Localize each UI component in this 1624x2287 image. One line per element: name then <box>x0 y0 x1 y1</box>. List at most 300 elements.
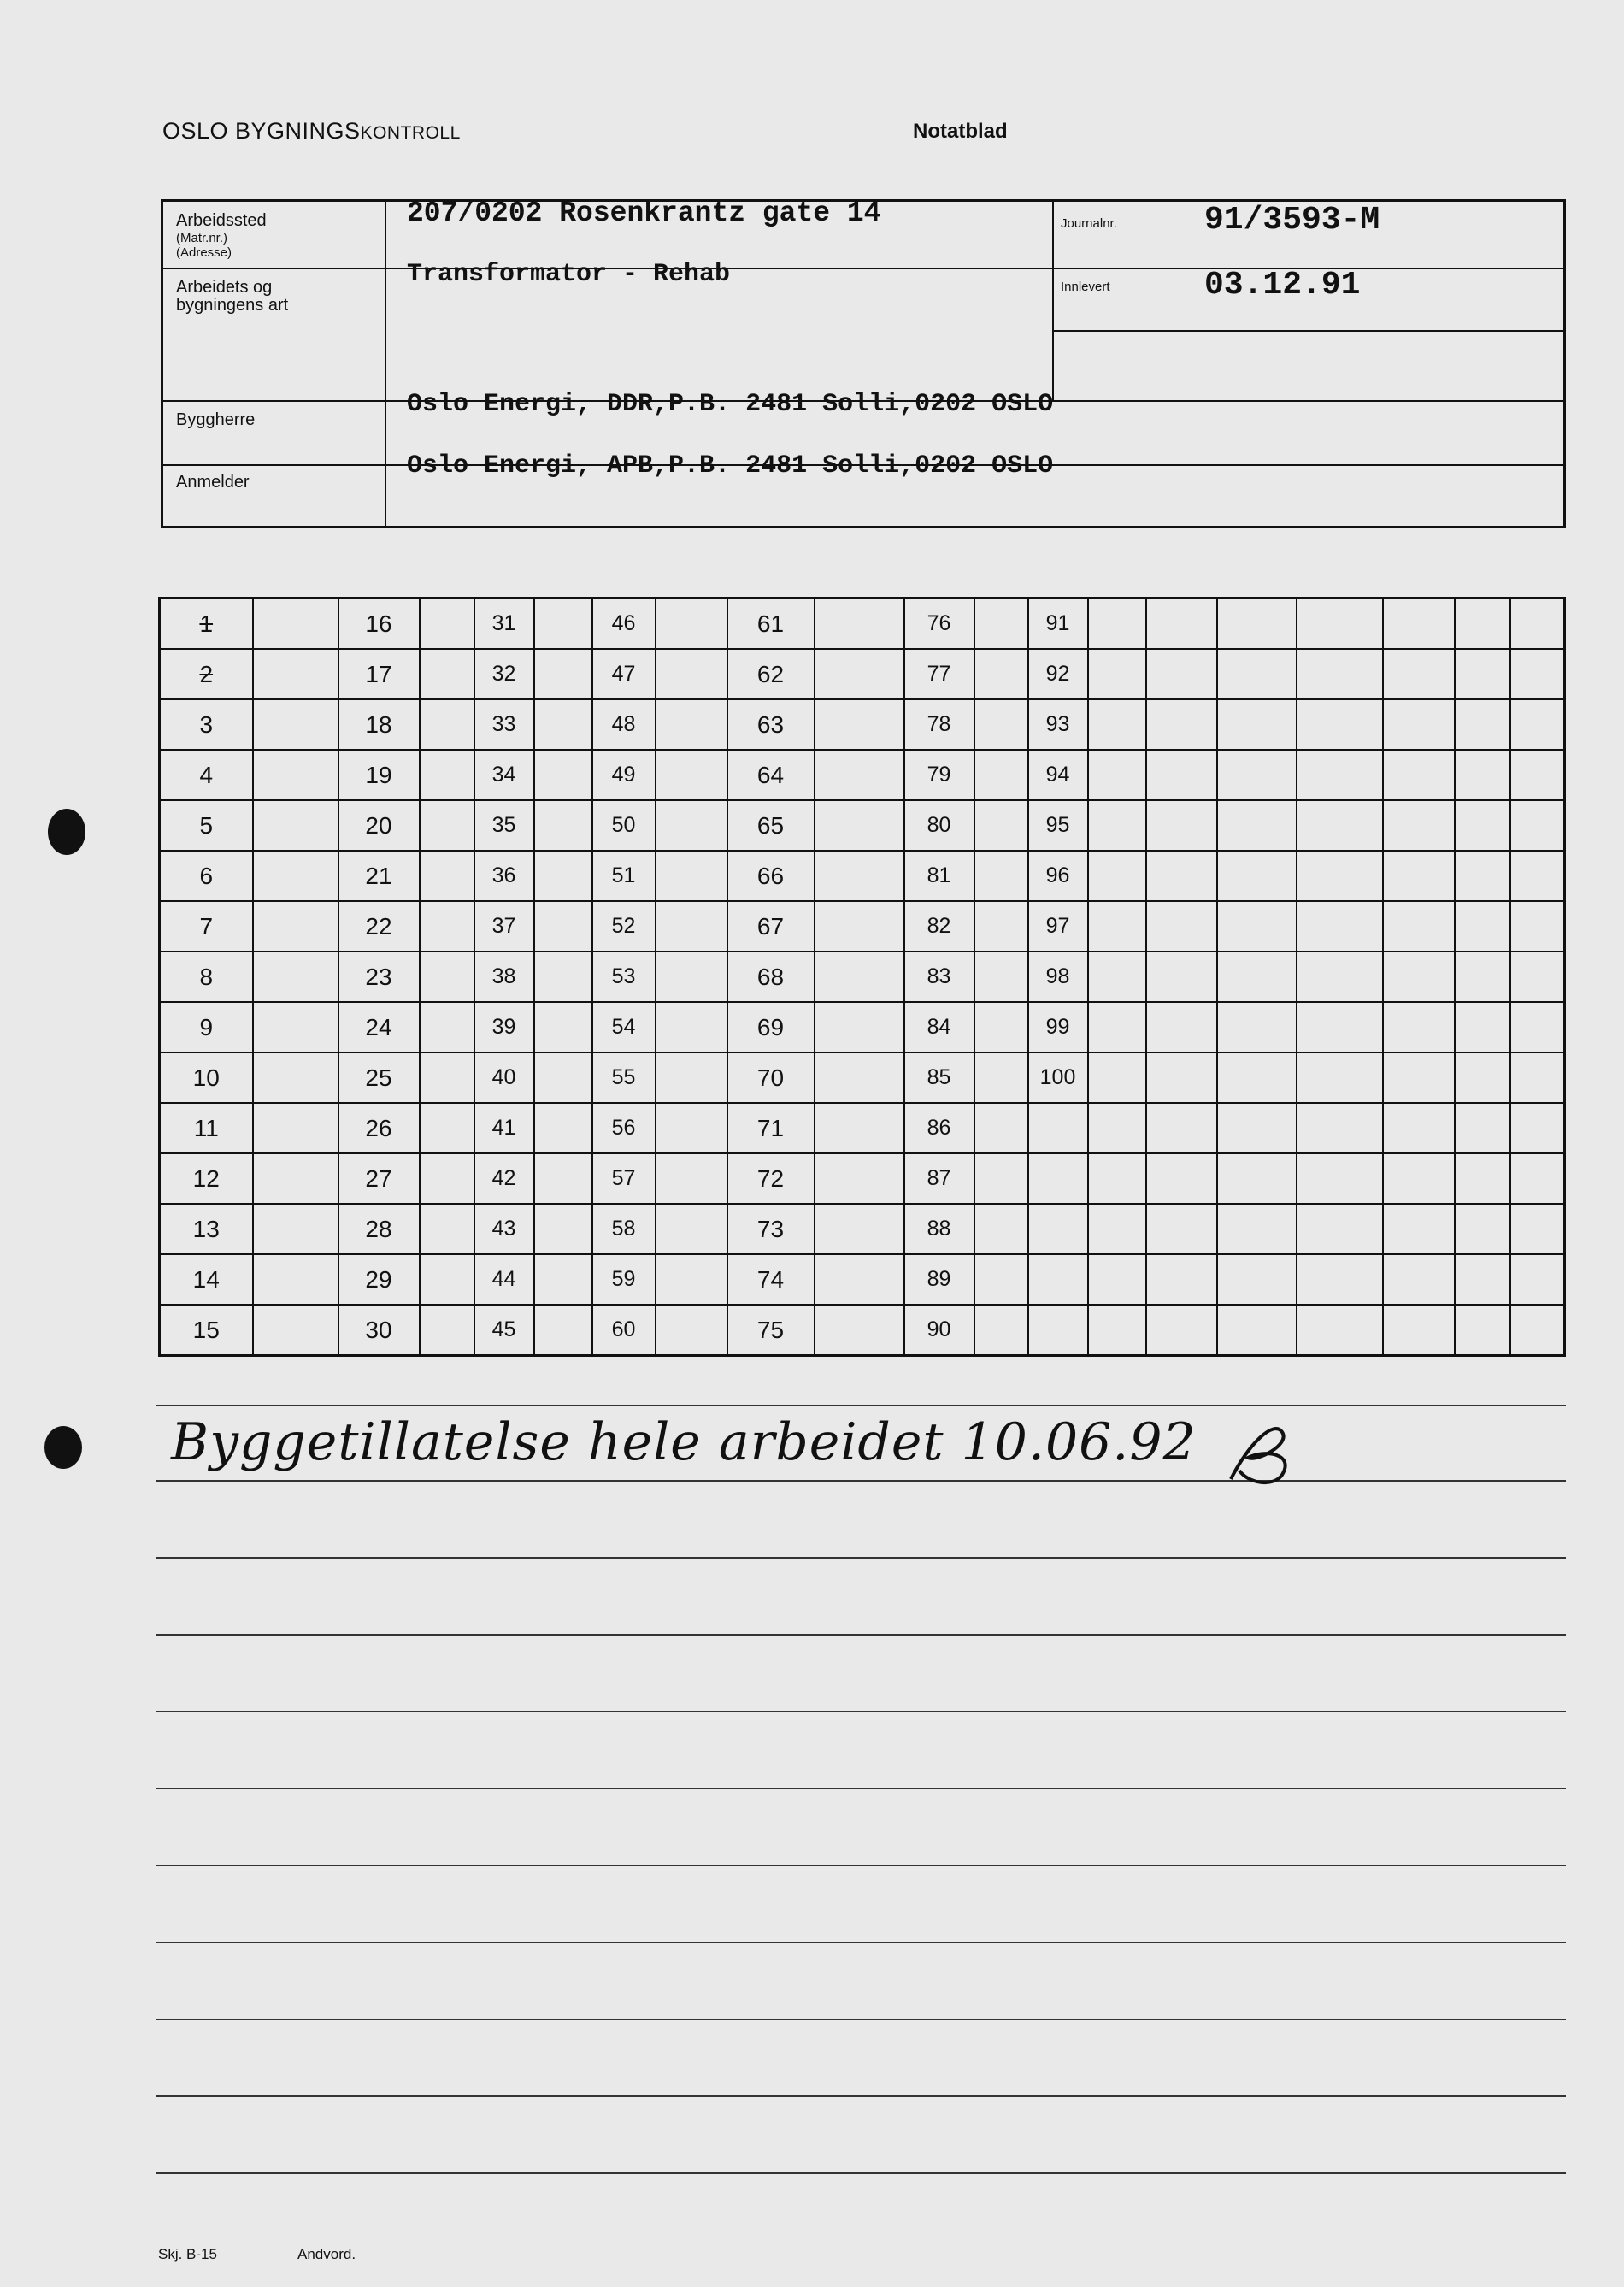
grid-row <box>160 1204 1565 1254</box>
punch-hole <box>44 1426 82 1469</box>
grid-blank-cell <box>1297 901 1383 952</box>
grid-blank-cell <box>1455 699 1510 750</box>
grid-blank-cell <box>1510 1305 1565 1356</box>
grid-blank-cell <box>253 1103 338 1153</box>
grid-blank-cell <box>420 598 474 650</box>
grid-blank-cell <box>1455 1153 1510 1204</box>
grid-blank-cell <box>1217 649 1297 699</box>
grid-blank-cell <box>1383 699 1455 750</box>
grid-number-cell: 64 <box>727 750 815 800</box>
grid-number-cell: 68 <box>727 952 815 1002</box>
grid-blank-cell <box>420 1305 474 1356</box>
innlevert-value: 03.12.91 <box>1204 267 1361 304</box>
grid-blank-cell <box>253 699 338 750</box>
grid-number-cell: 46 <box>592 598 656 650</box>
grid-number-cell: 33 <box>474 699 534 750</box>
grid-row <box>160 901 1565 952</box>
grid-row <box>160 1305 1565 1356</box>
grid-blank-cell <box>420 1052 474 1103</box>
grid-number-cell: 95 <box>1028 800 1088 851</box>
grid-number-cell <box>1028 1254 1088 1305</box>
org-small: KONTROLL <box>360 123 461 143</box>
grid-row <box>160 1002 1565 1052</box>
grid-blank-cell <box>1217 750 1297 800</box>
grid-blank-cell <box>1383 1153 1455 1204</box>
grid-number-cell: 11 <box>160 1103 253 1153</box>
note-rule <box>156 1865 1566 1866</box>
grid-blank-cell <box>1146 598 1217 650</box>
grid-number-cell: 50 <box>592 800 656 851</box>
note-rule <box>156 1788 1566 1789</box>
grid-blank-cell <box>1455 1305 1510 1356</box>
grid-blank-cell <box>1383 800 1455 851</box>
grid-blank-cell <box>1455 649 1510 699</box>
grid-number-cell: 25 <box>338 1052 420 1103</box>
handwritten-note: Byggetillatelse hele arbeidet 10.06.92 <box>171 1412 1197 1472</box>
grid-row <box>160 800 1565 851</box>
grid-number-cell: 83 <box>904 952 974 1002</box>
grid-number-cell: 58 <box>592 1204 656 1254</box>
grid-number-cell: 62 <box>727 649 815 699</box>
grid-number-cell: 6 <box>160 851 253 901</box>
grid-blank-cell <box>1510 699 1565 750</box>
grid-blank-cell <box>1297 1305 1383 1356</box>
grid-blank-cell <box>1217 1254 1297 1305</box>
grid-blank-cell <box>534 598 592 650</box>
grid-blank-cell <box>1510 598 1565 650</box>
grid-number-cell: 96 <box>1028 851 1088 901</box>
grid-blank-cell <box>1146 699 1217 750</box>
grid-number-cell: 20 <box>338 800 420 851</box>
grid-number-cell: 14 <box>160 1254 253 1305</box>
grid-blank-cell <box>1146 1153 1217 1204</box>
grid-number-cell: 53 <box>592 952 656 1002</box>
grid-number-cell: 16 <box>338 598 420 650</box>
grid-number-cell: 23 <box>338 952 420 1002</box>
grid-number-cell: 40 <box>474 1052 534 1103</box>
grid-blank-cell <box>1146 1305 1217 1356</box>
grid-row <box>160 851 1565 901</box>
grid-blank-cell <box>1510 1204 1565 1254</box>
grid-blank-cell <box>534 1254 592 1305</box>
grid-row <box>160 699 1565 750</box>
grid-blank-cell <box>656 649 727 699</box>
grid-number-cell: 89 <box>904 1254 974 1305</box>
anmelder-label: Anmelder <box>176 473 250 492</box>
grid-blank-cell <box>1146 649 1217 699</box>
note-rule <box>156 2019 1566 2020</box>
grid-blank-cell <box>1088 598 1146 650</box>
grid-blank-cell <box>1510 1052 1565 1103</box>
grid-blank-cell <box>1217 1305 1297 1356</box>
grid-blank-cell <box>1455 1002 1510 1052</box>
grid-blank-cell <box>815 800 904 851</box>
adresse-label: (Adresse) <box>176 245 232 260</box>
document-type: Notatblad <box>913 120 1008 143</box>
matr-label: (Matr.nr.) <box>176 231 228 245</box>
grid-blank-cell <box>1383 750 1455 800</box>
grid-blank-cell <box>1217 952 1297 1002</box>
grid-blank-cell <box>1455 901 1510 952</box>
grid-blank-cell <box>1088 1305 1146 1356</box>
grid-blank-cell <box>1455 750 1510 800</box>
grid-blank-cell <box>974 800 1028 851</box>
note-rule <box>156 1405 1566 1406</box>
grid-blank-cell <box>534 1305 592 1356</box>
organization-name <box>162 118 461 144</box>
grid-number-cell: 51 <box>592 851 656 901</box>
grid-blank-cell <box>1217 1204 1297 1254</box>
back-note: Andvord. <box>297 2246 356 2262</box>
grid-blank-cell <box>253 1204 338 1254</box>
grid-blank-cell <box>815 1204 904 1254</box>
grid-blank-cell <box>815 1305 904 1356</box>
byggherre-label: Byggherre <box>176 410 256 429</box>
grid-number-cell: 28 <box>338 1204 420 1254</box>
grid-blank-cell <box>815 1002 904 1052</box>
arbeidssted-label: Arbeidssted <box>176 211 267 230</box>
grid-blank-cell <box>815 1052 904 1103</box>
grid-number-cell: 15 <box>160 1305 253 1356</box>
grid-blank-cell <box>534 800 592 851</box>
grid-blank-cell <box>1146 952 1217 1002</box>
grid-row <box>160 1103 1565 1153</box>
grid-blank-cell <box>1146 901 1217 952</box>
grid-blank-cell <box>1297 699 1383 750</box>
grid-blank-cell <box>656 901 727 952</box>
grid-number-cell: 75 <box>727 1305 815 1356</box>
grid-number-cell: 65 <box>727 800 815 851</box>
grid-number-cell: 24 <box>338 1002 420 1052</box>
grid-number-cell: 4 <box>160 750 253 800</box>
grid-blank-cell <box>1297 1153 1383 1204</box>
grid-number-cell: 26 <box>338 1103 420 1153</box>
grid-blank-cell <box>1088 1052 1146 1103</box>
grid-number-cell: 94 <box>1028 750 1088 800</box>
grid-number-cell: 88 <box>904 1204 974 1254</box>
address-value: 207/0202 Rosenkrantz gate 14 <box>407 197 881 229</box>
grid-number-cell: 19 <box>338 750 420 800</box>
grid-blank-cell <box>656 1305 727 1356</box>
grid-blank-cell <box>534 1052 592 1103</box>
grid-number-cell: 66 <box>727 851 815 901</box>
org-main: OSLO BYGNINGS <box>162 118 361 144</box>
grid-number-cell: 45 <box>474 1305 534 1356</box>
grid-blank-cell <box>656 1254 727 1305</box>
grid-blank-cell <box>974 1052 1028 1103</box>
grid-number-cell: 29 <box>338 1254 420 1305</box>
grid-blank-cell <box>656 800 727 851</box>
grid-blank-cell <box>815 598 904 650</box>
grid-blank-cell <box>1146 800 1217 851</box>
note-rule <box>156 2095 1566 2097</box>
grid-number-cell: 67 <box>727 901 815 952</box>
grid-blank-cell <box>974 901 1028 952</box>
grid-blank-cell <box>974 851 1028 901</box>
grid-number-cell: 52 <box>592 901 656 952</box>
grid-blank-cell <box>974 1153 1028 1204</box>
grid-blank-cell <box>253 1305 338 1356</box>
grid-number-cell: 93 <box>1028 699 1088 750</box>
grid-number-cell: 12 <box>160 1153 253 1204</box>
grid-blank-cell <box>1217 851 1297 901</box>
grid-number-cell: 59 <box>592 1254 656 1305</box>
grid-blank-cell <box>1088 699 1146 750</box>
anmelder-value: Oslo Energi, APB,P.B. 2481 Solli,0202 OSLO <box>407 451 1054 480</box>
grid-number-cell: 1 <box>160 598 253 650</box>
grid-blank-cell <box>1217 1103 1297 1153</box>
grid-blank-cell <box>1217 598 1297 650</box>
grid-blank-cell <box>815 1103 904 1153</box>
grid-blank-cell <box>1146 1103 1217 1153</box>
grid-number-cell: 90 <box>904 1305 974 1356</box>
grid-number-cell: 82 <box>904 901 974 952</box>
grid-number-cell: 100 <box>1028 1052 1088 1103</box>
grid-number-cell: 56 <box>592 1103 656 1153</box>
grid-blank-cell <box>974 699 1028 750</box>
grid-blank-cell <box>1088 952 1146 1002</box>
grid-blank-cell <box>253 800 338 851</box>
grid-blank-cell <box>815 1153 904 1204</box>
grid-blank-cell <box>534 851 592 901</box>
grid-blank-cell <box>656 1002 727 1052</box>
note-rule <box>156 1634 1566 1636</box>
grid-blank-cell <box>1217 1153 1297 1204</box>
grid-number-cell: 22 <box>338 901 420 952</box>
journal-value: 91/3593-M <box>1204 202 1380 239</box>
grid-number-cell: 17 <box>338 649 420 699</box>
grid-blank-cell <box>1217 1052 1297 1103</box>
grid-number-cell: 8 <box>160 952 253 1002</box>
grid-blank-cell <box>1455 1254 1510 1305</box>
grid-number-cell <box>1028 1103 1088 1153</box>
grid-blank-cell <box>420 1204 474 1254</box>
grid-blank-cell <box>1088 1002 1146 1052</box>
grid-row <box>160 750 1565 800</box>
grid-number-cell: 86 <box>904 1103 974 1153</box>
grid-blank-cell <box>815 901 904 952</box>
grid-blank-cell <box>1510 1002 1565 1052</box>
grid-number-cell: 85 <box>904 1052 974 1103</box>
grid-number-cell: 9 <box>160 1002 253 1052</box>
grid-number-cell: 79 <box>904 750 974 800</box>
grid-blank-cell <box>1383 1305 1455 1356</box>
grid-number-cell: 3 <box>160 699 253 750</box>
grid-blank-cell <box>1297 598 1383 650</box>
grid-number-cell: 84 <box>904 1002 974 1052</box>
note-rule <box>156 2172 1566 2174</box>
grid-number-cell: 76 <box>904 598 974 650</box>
grid-blank-cell <box>1088 1103 1146 1153</box>
grid-blank-cell <box>1088 1204 1146 1254</box>
grid-blank-cell <box>253 1153 338 1204</box>
grid-blank-cell <box>656 750 727 800</box>
grid-blank-cell <box>1383 901 1455 952</box>
grid-blank-cell <box>1146 1204 1217 1254</box>
grid-blank-cell <box>1510 952 1565 1002</box>
grid-number-cell: 48 <box>592 699 656 750</box>
grid-blank-cell <box>656 699 727 750</box>
grid-blank-cell <box>1383 1254 1455 1305</box>
grid-blank-cell <box>1297 1002 1383 1052</box>
grid-number-cell: 10 <box>160 1052 253 1103</box>
grid-blank-cell <box>1088 649 1146 699</box>
grid-number-cell: 49 <box>592 750 656 800</box>
grid-number-cell: 42 <box>474 1153 534 1204</box>
grid-blank-cell <box>420 1153 474 1204</box>
grid-blank-cell <box>974 1305 1028 1356</box>
grid-number-cell: 37 <box>474 901 534 952</box>
grid-blank-cell <box>1455 952 1510 1002</box>
grid-number-cell: 30 <box>338 1305 420 1356</box>
grid-blank-cell <box>534 1103 592 1153</box>
grid-number-cell: 57 <box>592 1153 656 1204</box>
grid-blank-cell <box>974 598 1028 650</box>
grid-number-cell: 77 <box>904 649 974 699</box>
grid-number-cell: 97 <box>1028 901 1088 952</box>
grid-blank-cell <box>1455 1204 1510 1254</box>
grid-blank-cell <box>1383 649 1455 699</box>
grid-number-cell: 18 <box>338 699 420 750</box>
grid-blank-cell <box>1383 1204 1455 1254</box>
grid-blank-cell <box>1217 1002 1297 1052</box>
grid-blank-cell <box>1510 1103 1565 1153</box>
grid-blank-cell <box>253 750 338 800</box>
grid-blank-cell <box>1455 1052 1510 1103</box>
grid-blank-cell <box>656 1103 727 1153</box>
grid-blank-cell <box>420 750 474 800</box>
grid-blank-cell <box>253 901 338 952</box>
grid-blank-cell <box>534 1153 592 1204</box>
grid-blank-cell <box>420 952 474 1002</box>
note-rule <box>156 1942 1566 1943</box>
grid-blank-cell <box>1217 800 1297 851</box>
grid-blank-cell <box>1088 851 1146 901</box>
grid-blank-cell <box>1383 598 1455 650</box>
grid-number-cell: 43 <box>474 1204 534 1254</box>
grid-blank-cell <box>1088 1254 1146 1305</box>
grid-number-cell: 13 <box>160 1204 253 1254</box>
grid-blank-cell <box>420 1002 474 1052</box>
grid-blank-cell <box>1146 1254 1217 1305</box>
grid-blank-cell <box>1297 1204 1383 1254</box>
grid-blank-cell <box>420 699 474 750</box>
grid-blank-cell <box>974 649 1028 699</box>
grid-blank-cell <box>974 1002 1028 1052</box>
grid-number-cell: 80 <box>904 800 974 851</box>
grid-number-cell: 44 <box>474 1254 534 1305</box>
grid-blank-cell <box>974 1103 1028 1153</box>
grid-blank-cell <box>1297 750 1383 800</box>
grid-blank-cell <box>1383 952 1455 1002</box>
grid-blank-cell <box>420 851 474 901</box>
grid-blank-cell <box>1146 750 1217 800</box>
grid-blank-cell <box>1217 699 1297 750</box>
grid-blank-cell <box>974 1254 1028 1305</box>
grid-blank-cell <box>1217 901 1297 952</box>
grid-blank-cell <box>656 851 727 901</box>
grid-blank-cell <box>815 699 904 750</box>
grid-blank-cell <box>1455 851 1510 901</box>
number-grid <box>158 597 1566 1357</box>
grid-blank-cell <box>1455 800 1510 851</box>
grid-blank-cell <box>253 598 338 650</box>
signature-initials <box>1222 1411 1299 1492</box>
grid-blank-cell <box>1146 1002 1217 1052</box>
grid-number-cell: 61 <box>727 598 815 650</box>
grid-number-cell: 39 <box>474 1002 534 1052</box>
grid-number-cell: 98 <box>1028 952 1088 1002</box>
grid-blank-cell <box>1510 851 1565 901</box>
grid-blank-cell <box>1297 1052 1383 1103</box>
note-rule <box>156 1711 1566 1712</box>
grid-number-cell: 63 <box>727 699 815 750</box>
grid-number-cell: 32 <box>474 649 534 699</box>
grid-blank-cell <box>974 1204 1028 1254</box>
note-rule <box>156 1557 1566 1559</box>
grid-number-cell: 91 <box>1028 598 1088 650</box>
grid-blank-cell <box>1088 1153 1146 1204</box>
grid-blank-cell <box>1510 649 1565 699</box>
grid-blank-cell <box>534 1204 592 1254</box>
grid-blank-cell <box>1088 901 1146 952</box>
grid-blank-cell <box>1297 649 1383 699</box>
grid-number-cell: 92 <box>1028 649 1088 699</box>
grid-blank-cell <box>1383 1103 1455 1153</box>
grid-number-cell: 35 <box>474 800 534 851</box>
grid-blank-cell <box>815 851 904 901</box>
punch-hole <box>48 809 85 855</box>
grid-blank-cell <box>534 1002 592 1052</box>
grid-row <box>160 1052 1565 1103</box>
grid-blank-cell <box>974 952 1028 1002</box>
art-label-2: bygningens art <box>176 296 289 315</box>
grid-blank-cell <box>1455 1103 1510 1153</box>
grid-blank-cell <box>1510 800 1565 851</box>
grid-number-cell <box>1028 1305 1088 1356</box>
grid-blank-cell <box>656 1153 727 1204</box>
grid-number-cell: 69 <box>727 1002 815 1052</box>
grid-blank-cell <box>815 1254 904 1305</box>
grid-number-cell: 38 <box>474 952 534 1002</box>
grid-blank-cell <box>253 1254 338 1305</box>
byggherre-value: Oslo Energi, DDR,P.B. 2481 Solli,0202 OSLO <box>407 390 1054 419</box>
grid-number-cell: 99 <box>1028 1002 1088 1052</box>
grid-blank-cell <box>420 1254 474 1305</box>
grid-number-cell: 7 <box>160 901 253 952</box>
grid-blank-cell <box>534 649 592 699</box>
grid-number-cell <box>1028 1153 1088 1204</box>
art-value: Transformator - Rehab <box>407 260 731 289</box>
grid-blank-cell <box>656 1204 727 1254</box>
form-code: Skj. B-15 <box>158 2246 217 2262</box>
grid-blank-cell <box>534 952 592 1002</box>
grid-blank-cell <box>1088 750 1146 800</box>
grid-number-cell: 78 <box>904 699 974 750</box>
grid-row <box>160 952 1565 1002</box>
grid-blank-cell <box>253 1052 338 1103</box>
grid-blank-cell <box>253 851 338 901</box>
grid-number-cell: 31 <box>474 598 534 650</box>
grid-blank-cell <box>253 952 338 1002</box>
grid-blank-cell <box>1297 1254 1383 1305</box>
grid-number-cell: 81 <box>904 851 974 901</box>
grid-number-cell <box>1028 1204 1088 1254</box>
grid-blank-cell <box>656 598 727 650</box>
grid-number-cell: 34 <box>474 750 534 800</box>
grid-blank-cell <box>1146 851 1217 901</box>
grid-number-cell: 74 <box>727 1254 815 1305</box>
